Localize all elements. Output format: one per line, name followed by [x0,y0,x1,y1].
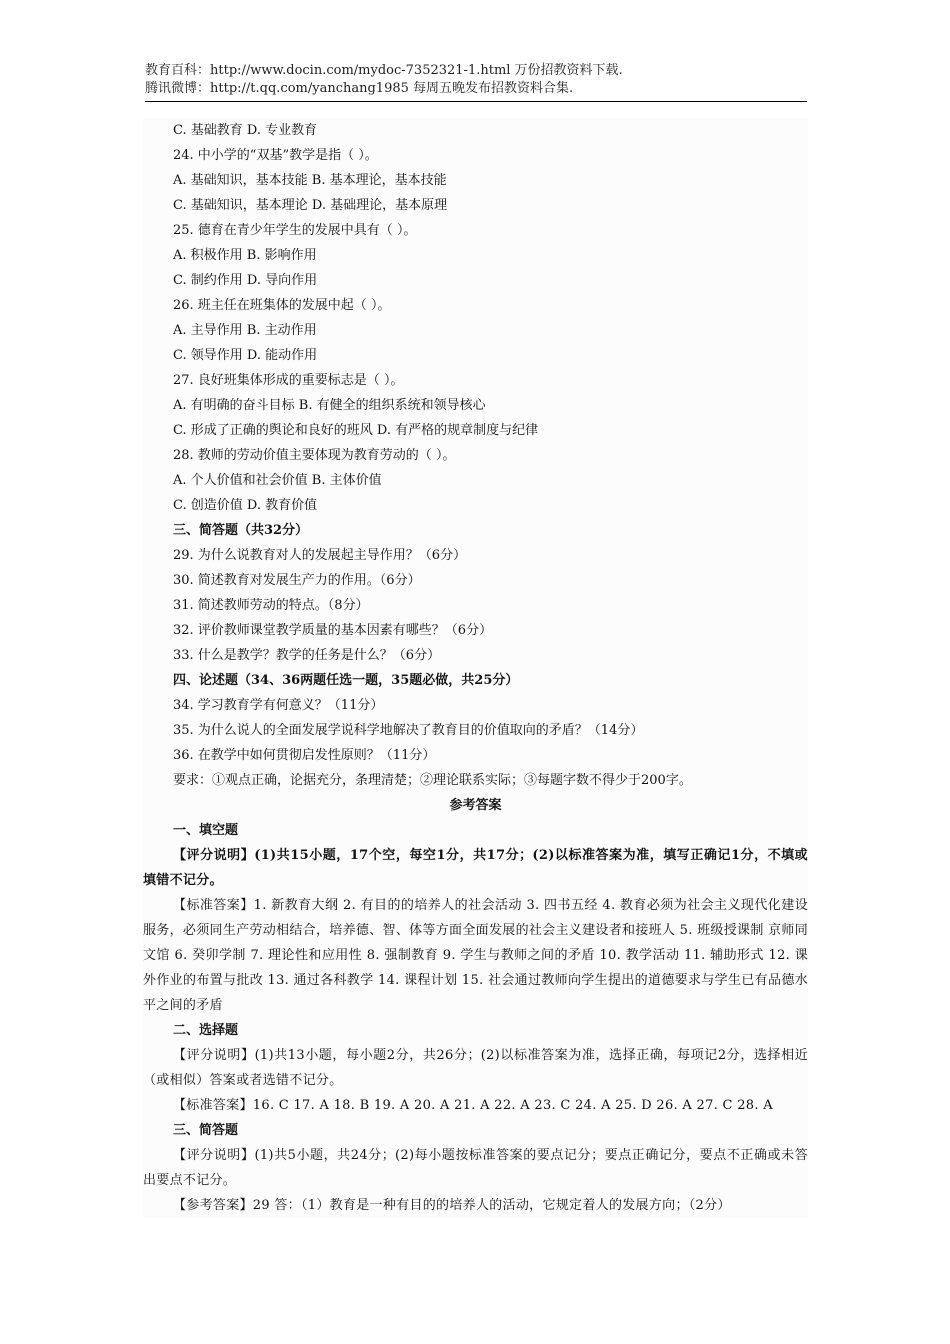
question-32: 32. 评价教师课堂教学质量的基本因素有哪些？（6分） [173,623,493,638]
choice-scoring: 【评分说明】(1)共13小题，每小题2分，共26分；(2)以标准答案为准，选择正确，每项记2分，选择相近（或相似）答案或者选错不记分。 [143,1048,808,1088]
short-answer-reference: 【参考答案】29 答：（1）教育是一种有目的的培养人的活动，它规定着人的发展方向；（2分） [173,1198,731,1213]
question-24: 24. 中小学的“双基”教学是指（ ）。 [173,148,378,163]
option-line: C. 领导作用 D. 能动作用 [173,348,318,363]
option-line: C. 制约作用 D. 导向作用 [173,273,318,288]
header-divider [145,101,807,102]
option-line: C. 基础知识，基本理论 D. 基础理论，基本原理 [173,198,448,213]
section-heading-essay: 四、论述题（34、36两题任选一题，35题必做，共25分） [173,673,519,688]
page-header [145,62,807,98]
question-28: 28. 教师的劳动价值主要体现为教育劳动的（ ）。 [173,448,456,463]
choice-answer: 【标准答案】16. C 17. A 18. B 19. A 20. A 21. A 22. A 23. C 24. A 25. D 26. A 27. C 28. A [173,1098,773,1113]
question-27: 27. 良好班集体形成的重要标志是（ ）。 [173,373,404,388]
header-line-1: 教育百科：http://www.docin.com/mydoc-7352321-1.html 万份招教资料下载. [145,63,623,78]
option-line: A. 主导作用 B. 主动作用 [173,323,317,338]
answer-section-choice: 二、选择题 [173,1023,239,1038]
question-30: 30. 简述教育对发展生产力的作用。（6分） [173,573,421,588]
answer-section-fill-blank: 一、填空题 [173,823,239,838]
section-heading-short-answer: 三、简答题（共32分） [173,523,309,538]
fill-blank-scoring: 【评分说明】(1)共15小题，17个空，每空1分，共17分；(2)以标准答案为准，填写正确记1分，不填或填错不记分。 [143,848,808,888]
answer-section-short-answer: 三、简答题 [173,1123,239,1138]
document-body [143,118,808,1218]
question-26: 26. 班主任在班集体的发展中起（ ）。 [173,298,391,313]
header-line-2: 腾讯微博：http://t.qq.com/yanchang1985 每周五晚发布招教资料合集. [145,81,574,96]
question-31: 31. 简述教师劳动的特点。（8分） [173,598,369,613]
fill-blank-answer: 【标准答案】1. 新教育大纲 2. 有目的的培养人的社会活动 3. 四书五经 4. 教育必须为社会主义现代化建设服务，必须同生产劳动相结合，培养德、智、体等方面全面发展的社会主义建设者和接班人 5. 班级授课制 京师同文馆 6. 癸卯学制 7. 理论性和应用性 8. 强制教育 9. 学生与教师之间的矛盾 10. 教学活动 11. 辅助形式 12. 课外作业的布置与批改 13. 通过各科教学 14. 课程计划 15. 社会通过教师向学生提出的道德要求与学生已有品德水平之间的矛盾 [143,898,808,1013]
option-line: C. 形成了正确的舆论和良好的班风 D. 有严格的规章制度与纪律 [173,423,539,438]
option-line: A. 基础知识，基本技能 B. 基本理论，基本技能 [173,173,447,188]
essay-requirements: 要求：①观点正确，论据充分，条理清楚；②理论联系实际；③每题字数不得少于200字。 [173,773,692,788]
question-36: 36. 在教学中如何贯彻启发性原则？（11分） [173,748,436,763]
question-35: 35. 为什么说人的全面发展学说科学地解决了教育目的价值取向的矛盾？（14分） [173,723,644,738]
option-line: A. 个人价值和社会价值 B. 主体价值 [173,473,382,488]
question-25: 25. 德育在青少年学生的发展中具有（ ）。 [173,223,417,238]
option-line: C. 基础教育 D. 专业教育 [173,123,318,138]
answer-title: 参考答案 [449,798,502,813]
option-line: A. 有明确的奋斗目标 B. 有健全的组织系统和领导核心 [173,398,486,413]
question-33: 33. 什么是教学？教学的任务是什么？（6分） [173,648,441,663]
short-answer-scoring: 【评分说明】(1)共5小题，共24分；(2)每小题按标准答案的要点记分；要点正确记分，要点不正确或未答出要点不记分。 [143,1148,808,1188]
option-line: A. 积极作用 B. 影响作用 [173,248,317,263]
question-34: 34. 学习教育学有何意义？（11分） [173,698,384,713]
option-line: C. 创造价值 D. 教育价值 [173,498,318,513]
question-29: 29. 为什么说教育对人的发展起主导作用？（6分） [173,548,467,563]
